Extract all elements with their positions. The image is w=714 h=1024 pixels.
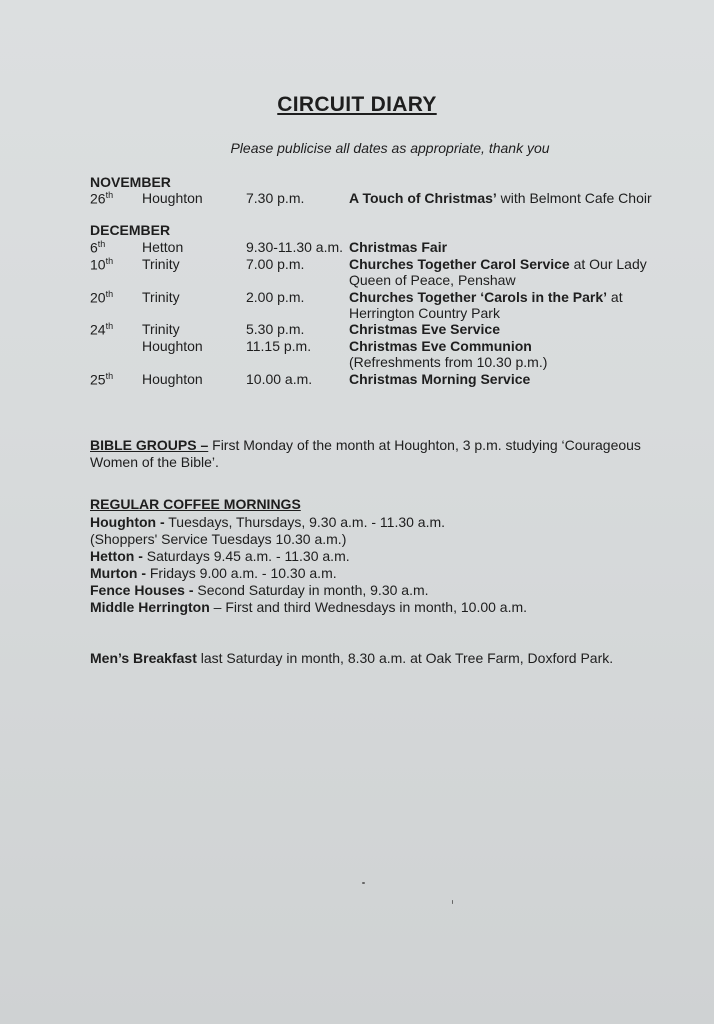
event-title: A Touch of Christmas’ with Belmont Cafe Choir (349, 190, 652, 206)
event-time: 9.30-11.30 a.m. (246, 239, 344, 255)
event-title: Christmas Morning Service (349, 371, 531, 387)
event-time: 2.00 p.m. (246, 289, 305, 305)
event-title: Christmas Fair (349, 239, 448, 255)
event-day: 26th (90, 190, 114, 207)
event-place: Trinity (142, 321, 180, 337)
coffee-line: Murton - Fridays 9.00 a.m. - 10.30 a.m. (90, 565, 337, 581)
page-title: CIRCUIT DIARY (277, 93, 437, 116)
event-place: Trinity (142, 256, 180, 272)
event-time: 10.00 a.m. (246, 371, 313, 387)
mens-breakfast-line: Men’s Breakfast last Saturday in month, 8.30 a.m. at Oak Tree Farm, Doxford Park. (90, 650, 614, 666)
event-detail: Herrington Country Park (349, 305, 500, 321)
bible-groups-text: First Monday of the month at Houghton, 3 p.m. studying ‘Courageous (208, 437, 641, 453)
event-row (0, 190, 714, 207)
event-day: 24th (90, 321, 114, 338)
coffee-line: Fence Houses - Second Saturday in month, 9.30 a.m. (90, 582, 429, 598)
event-row-continuation (0, 305, 714, 322)
event-day: 6th (90, 239, 106, 256)
month-heading-november: NOVEMBER (90, 174, 171, 190)
event-day: 25th (90, 371, 114, 388)
event-row-continuation (0, 272, 714, 289)
event-place: Houghton (142, 190, 203, 206)
event-title: Churches Together Carol Service at Our Lady (349, 256, 647, 272)
event-place: Trinity (142, 289, 180, 305)
event-place: Houghton (142, 371, 203, 387)
event-place: Houghton (142, 338, 203, 354)
coffee-line: (Shoppers' Service Tuesdays 10.30 a.m.) (90, 531, 347, 547)
event-time: 11.15 p.m. (246, 338, 312, 354)
event-row (0, 289, 714, 306)
coffee-mornings-heading: REGULAR COFFEE MORNINGS (90, 496, 301, 512)
event-day: 10th (90, 256, 114, 273)
event-row (0, 338, 714, 355)
event-place: Hetton (142, 239, 184, 255)
event-title: Churches Together ‘Carols in the Park’ at (349, 289, 623, 305)
event-row-continuation (0, 354, 714, 371)
event-day: 20th (90, 289, 114, 306)
bible-groups-line-2: Women of the Bible’. (90, 454, 219, 470)
coffee-line: Hetton - Saturdays 9.45 a.m. - 11.30 a.m. (90, 548, 350, 564)
event-row (0, 371, 714, 388)
event-time: 7.30 p.m. (246, 190, 305, 206)
coffee-line: Houghton - Tuesdays, Thursdays, 9.30 a.m. - 11.30 a.m. (90, 514, 446, 530)
page-subtitle: Please publicise all dates as appropriate, thank you (230, 140, 550, 156)
event-title: Christmas Eve Communion (349, 338, 532, 354)
month-heading-december: DECEMBER (90, 222, 171, 238)
bible-groups-label: BIBLE GROUPS – (90, 437, 209, 453)
bible-groups-line (90, 437, 641, 453)
event-row (0, 321, 714, 338)
event-time: 7.00 p.m. (246, 256, 305, 272)
event-row (0, 256, 714, 273)
event-row (0, 239, 714, 256)
coffee-line: Middle Herrington – First and third Wednesdays in month, 10.00 a.m. (90, 599, 528, 615)
event-detail: Queen of Peace, Penshaw (349, 272, 516, 288)
event-detail: (Refreshments from 10.30 p.m.) (349, 354, 548, 370)
paper-speck (362, 882, 365, 884)
event-time: 5.30 p.m. (246, 321, 305, 337)
event-title: Christmas Eve Service (349, 321, 500, 337)
paper-speck (452, 900, 453, 904)
